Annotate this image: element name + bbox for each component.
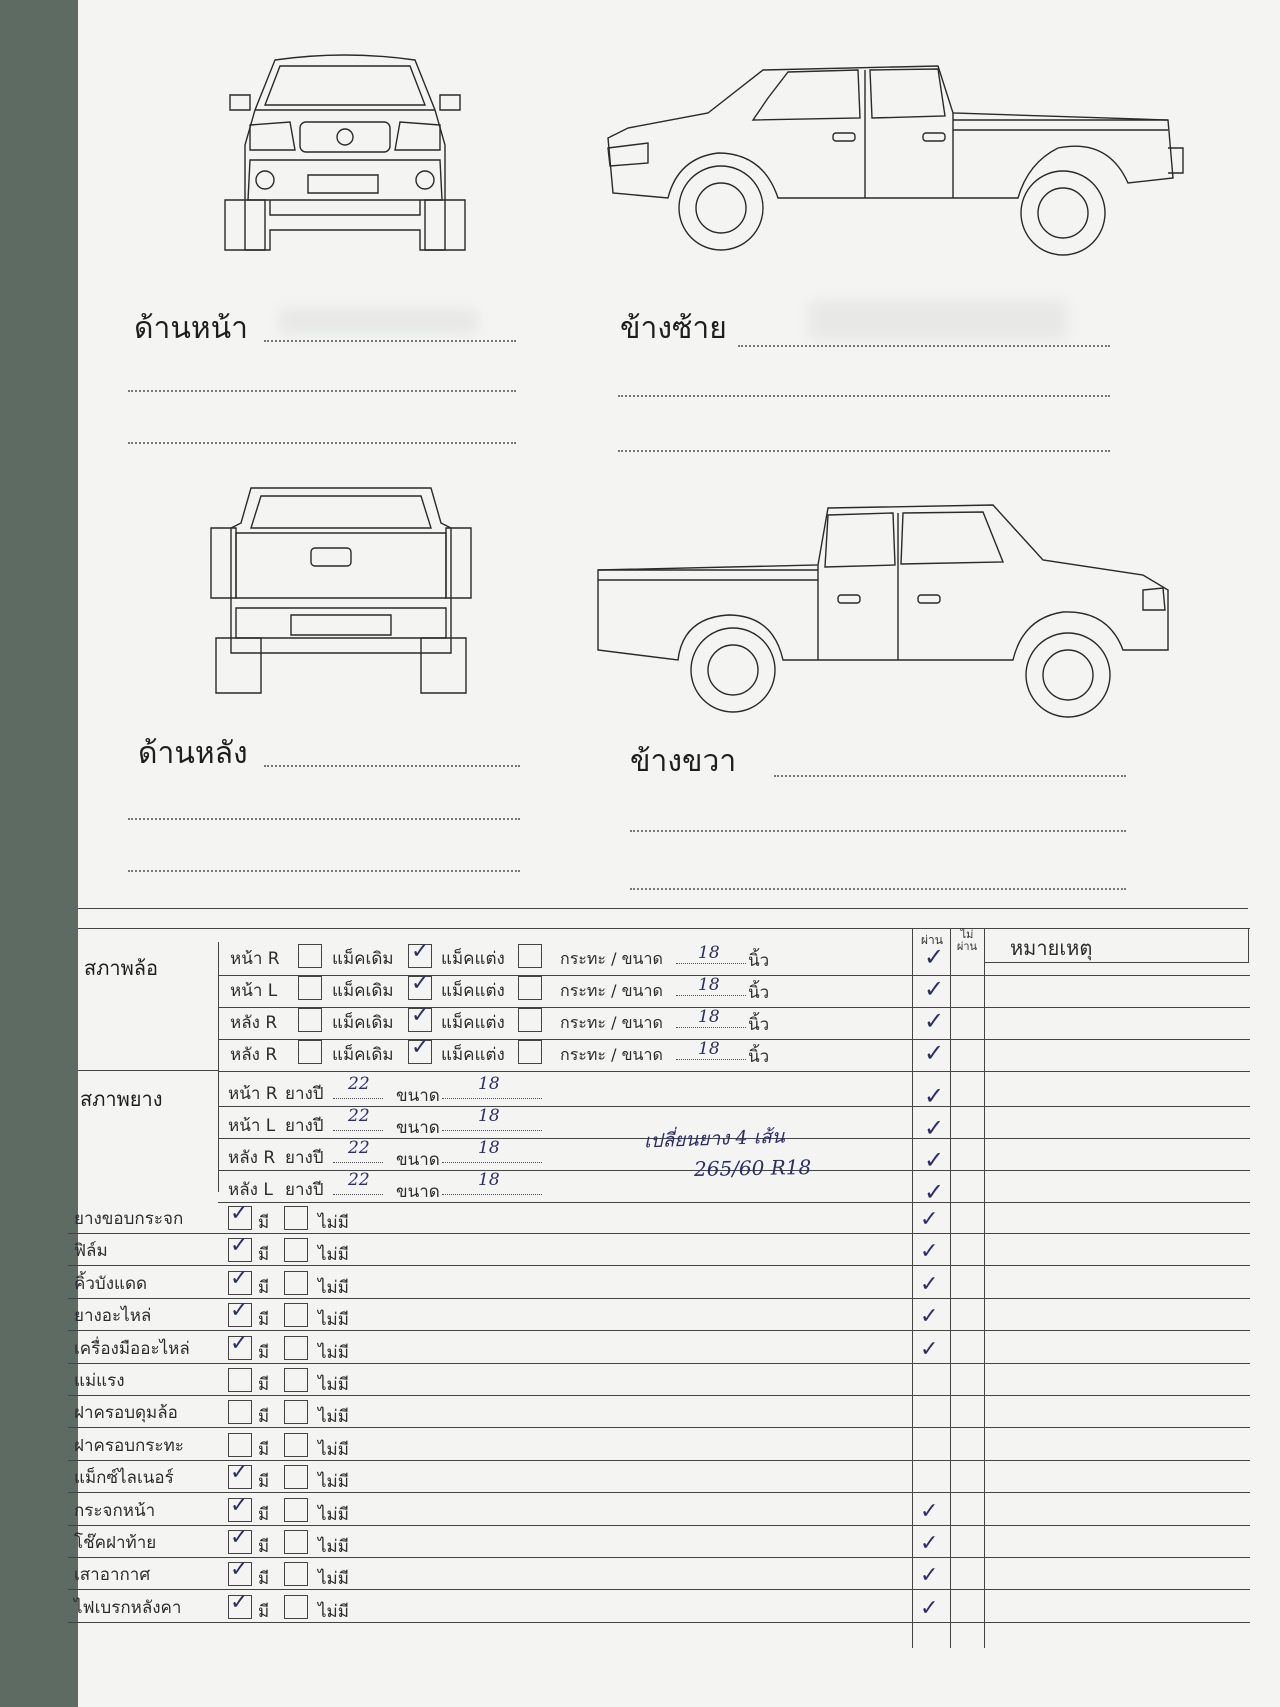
row-line	[68, 1363, 1250, 1364]
tire-year-label: ยางปี	[285, 1148, 324, 1168]
left-note-line-2	[618, 395, 1110, 397]
mag-custom-checkbox[interactable]	[518, 1040, 542, 1064]
truck-front-drawing	[220, 50, 470, 280]
checklist-item-label: โช๊คฝาท้าย	[74, 1533, 157, 1553]
none-checkbox[interactable]	[284, 1400, 308, 1424]
rear-note-line-2	[128, 818, 520, 820]
none-checkbox[interactable]	[284, 1465, 308, 1489]
rim-size-value: 18	[698, 975, 720, 995]
none-label: ไม่มี	[318, 1407, 349, 1428]
pass-header: ผ่าน	[921, 933, 943, 947]
tire-year-label: ยางปี	[285, 1180, 324, 1200]
has-label: มี	[258, 1407, 270, 1428]
none-checkbox[interactable]	[284, 1368, 308, 1392]
pass-check-mark: ✓	[920, 1239, 939, 1265]
inch-label: นิ้ว	[748, 1047, 770, 1067]
pass-column-left	[912, 928, 913, 1648]
rim-size-value: 18	[698, 943, 720, 963]
has-check-mark: ✓	[230, 1265, 249, 1291]
truck-left-side-drawing	[588, 58, 1208, 258]
none-checkbox[interactable]	[284, 1595, 308, 1619]
none-checkbox[interactable]	[284, 1271, 308, 1295]
mag-oem-label: แม็คเดิม	[332, 981, 394, 1001]
rim-size-label: กระทะ / ขนาด	[560, 1013, 663, 1032]
checklist-item-label: ฝาครอบกระทะ	[74, 1435, 184, 1456]
none-label: ไม่มี	[318, 1310, 349, 1331]
none-checkbox[interactable]	[284, 1498, 308, 1522]
checklist-item-label: คิ้วบังแดด	[74, 1273, 148, 1294]
mag-custom-label: แม็คแต่ง	[441, 981, 505, 1001]
checklist-item-label: เครื่องมืออะไหล่	[74, 1338, 190, 1359]
pass-check-mark: ✓	[920, 1271, 939, 1297]
has-check-mark: ✓	[230, 1201, 249, 1226]
wheel-row-position: หน้า L	[230, 981, 278, 1001]
pass-check-mark: ✓	[924, 975, 945, 1003]
tire-size-label: ขนาด	[396, 1182, 440, 1202]
fail-header: ไม่ผ่าน	[956, 928, 978, 953]
pass-check-mark: ✓	[920, 1563, 939, 1589]
rim-size-label: กระทะ / ขนาด	[560, 981, 663, 1000]
row-line	[68, 1427, 1250, 1428]
redacted-note	[808, 300, 1068, 340]
row-line	[68, 1622, 1250, 1623]
checklist-item-label: กระจกหน้า	[74, 1500, 156, 1521]
has-label: มี	[258, 1277, 270, 1298]
has-check-mark: ✓	[230, 1589, 249, 1615]
has-label: มี	[258, 1375, 270, 1395]
tire-year-value: 22	[348, 1170, 370, 1190]
has-label: มี	[258, 1601, 270, 1622]
mag-oem-check-mark: ✓	[411, 971, 430, 996]
pass-check-mark: ✓	[920, 1207, 939, 1232]
inch-label: นิ้ว	[748, 1015, 770, 1035]
tire-year-label: ยางปี	[285, 1116, 324, 1136]
tire-year-blank	[333, 1194, 383, 1195]
pass-check-mark: ✓	[920, 1304, 939, 1330]
has-check-mark: ✓	[230, 1233, 249, 1259]
tire-year-blank	[333, 1098, 383, 1099]
checklist-item-label: ไฟเบรกหลังคา	[74, 1597, 182, 1618]
pass-check-mark: ✓	[924, 1146, 945, 1174]
wheel-row-position: หน้า R	[230, 949, 280, 969]
wheel-section-title: สภาพล้อ	[84, 956, 159, 980]
wheel-row-position: หลัง R	[230, 1013, 278, 1033]
rim-size-label: กระทะ / ขนาด	[560, 949, 663, 968]
pass-check-mark: ✓	[924, 943, 945, 971]
none-label: ไม่มี	[318, 1569, 349, 1590]
has-label: มี	[258, 1439, 270, 1460]
none-checkbox[interactable]	[284, 1303, 308, 1327]
wheel-position-checkbox[interactable]	[298, 1040, 322, 1064]
none-checkbox[interactable]	[284, 1433, 308, 1457]
has-checkbox[interactable]	[228, 1368, 252, 1392]
mag-custom-label: แม็คแต่ง	[441, 1045, 505, 1065]
tire-row-position: หลัง L	[228, 1180, 273, 1200]
tire-size-blank	[442, 1162, 542, 1163]
none-label: ไม่มี	[318, 1245, 349, 1266]
rear-view-label: ด้านหลัง	[138, 736, 248, 771]
mag-oem-check-mark: ✓	[411, 939, 430, 964]
front-note-line-2	[128, 390, 516, 392]
checklist-item-label: แม่แรง	[74, 1371, 125, 1391]
rim-size-label: กระทะ / ขนาด	[560, 1045, 663, 1064]
left-note-line-1	[738, 345, 1110, 347]
mag-custom-checkbox[interactable]	[518, 976, 542, 1000]
rim-size-blank	[676, 1027, 746, 1028]
mag-oem-check-mark: ✓	[411, 1035, 430, 1060]
wheel-section-divider	[78, 1070, 218, 1071]
mag-oem-label: แม็คเดิม	[332, 1013, 394, 1033]
none-checkbox[interactable]	[284, 1530, 308, 1554]
front-note-line-3	[128, 442, 516, 444]
pass-check-mark: ✓	[924, 1178, 945, 1206]
pass-check-mark: ✓	[924, 1007, 945, 1035]
left-note-line-3	[618, 450, 1110, 452]
truck-right-side-drawing	[583, 500, 1203, 720]
truck-rear-drawing	[206, 478, 476, 708]
pass-check-mark: ✓	[924, 1082, 945, 1110]
tire-change-note: เปลี่ยนยาง 4 เส้น	[643, 1125, 785, 1153]
tire-row-position: หน้า L	[228, 1116, 276, 1136]
remarks-header: หมายเหตุ	[1010, 936, 1093, 960]
checklist-item-label: ยางขอบกระจก	[74, 1209, 184, 1229]
tire-size-value: 18	[478, 1106, 500, 1126]
rim-size-blank	[676, 995, 746, 996]
tire-size-label: ขนาด	[396, 1086, 440, 1106]
checklist-item-label: ฝาครอบดุมล้อ	[74, 1403, 178, 1424]
tire-year-blank	[333, 1162, 383, 1163]
wheel-position-checkbox[interactable]	[298, 1008, 322, 1032]
tire-year-value: 22	[348, 1106, 370, 1126]
left-view-label: ข้างซ้าย	[620, 311, 727, 346]
checklist-item-label: เสาอากาศ	[74, 1565, 151, 1586]
row-line	[218, 1071, 1250, 1072]
mag-custom-checkbox[interactable]	[518, 944, 542, 968]
tire-size-label: ขนาด	[396, 1150, 440, 1170]
pass-column-right	[950, 928, 951, 1648]
rim-size-value: 18	[698, 1007, 720, 1027]
tire-year-blank	[333, 1130, 383, 1131]
mag-custom-label: แม็คแต่ง	[441, 949, 505, 969]
tire-size-blank	[442, 1130, 542, 1131]
has-label: มี	[258, 1504, 270, 1525]
rim-size-blank	[676, 963, 746, 964]
tire-size-label: ขนาด	[396, 1118, 440, 1138]
pass-check-mark: ✓	[924, 1039, 945, 1067]
none-label: ไม่มี	[318, 1342, 349, 1363]
pass-check-mark: ✓	[924, 1114, 945, 1142]
has-checkbox[interactable]	[228, 1400, 252, 1424]
right-note-line-2	[630, 830, 1126, 832]
tire-section-title: สภาพยาง	[80, 1087, 163, 1111]
inch-label: นิ้ว	[748, 951, 770, 971]
pass-check-mark: ✓	[920, 1531, 939, 1556]
tire-size-value: 18	[478, 1074, 500, 1094]
fail-column-right	[984, 928, 985, 1648]
rear-note-line-1	[264, 765, 520, 767]
wheel-row-position: หลัง R	[230, 1045, 278, 1065]
has-check-mark: ✓	[230, 1298, 249, 1324]
row-line	[68, 1395, 1250, 1396]
none-checkbox[interactable]	[284, 1336, 308, 1360]
has-check-mark: ✓	[230, 1492, 249, 1518]
none-label: ไม่มี	[318, 1213, 349, 1233]
none-checkbox[interactable]	[284, 1562, 308, 1586]
tire-size-blank	[442, 1098, 542, 1099]
right-note-line-3	[630, 888, 1126, 890]
row-line	[218, 1106, 1250, 1107]
pass-check-mark: ✓	[920, 1498, 939, 1524]
has-check-mark: ✓	[230, 1525, 249, 1550]
table-top-border	[78, 928, 1250, 929]
inch-label: นิ้ว	[748, 983, 770, 1003]
section-divider	[78, 908, 1248, 909]
none-label: ไม่มี	[318, 1504, 349, 1525]
has-check-mark: ✓	[230, 1557, 249, 1583]
has-label: มี	[258, 1569, 270, 1590]
mag-oem-label: แม็คเดิม	[332, 1045, 394, 1065]
tire-size-value: 18	[478, 1138, 500, 1158]
mag-oem-label: แม็คเดิม	[332, 949, 394, 969]
checklist-item-label: แม็กซ์ไลเนอร์	[74, 1468, 174, 1489]
rear-note-line-3	[128, 870, 520, 872]
has-checkbox[interactable]	[228, 1433, 252, 1457]
tire-row-position: หน้า R	[228, 1084, 278, 1104]
wheel-position-checkbox[interactable]	[298, 976, 322, 1000]
tire-year-value: 22	[348, 1138, 370, 1158]
pass-check-mark: ✓	[920, 1336, 939, 1362]
redacted-note	[278, 308, 478, 334]
none-label: ไม่มี	[318, 1601, 349, 1622]
none-label: ไม่มี	[318, 1375, 349, 1395]
table-right-border	[1248, 928, 1249, 963]
header-bottom-line	[984, 962, 1248, 963]
label-column-divider	[218, 942, 219, 1192]
front-note-line-1	[264, 340, 516, 342]
inspection-sheet	[74, 0, 1280, 1707]
rim-size-value: 18	[698, 1039, 720, 1059]
none-label: ไม่มี	[318, 1537, 349, 1557]
none-checkbox[interactable]	[284, 1206, 308, 1230]
right-view-label: ข้างขวา	[630, 744, 737, 779]
tire-year-label: ยางปี	[285, 1084, 324, 1104]
row-line	[218, 975, 1250, 976]
tire-size-value: 18	[478, 1170, 500, 1190]
has-label: มี	[258, 1310, 270, 1331]
pass-check-mark: ✓	[920, 1595, 939, 1621]
none-label: ไม่มี	[318, 1277, 349, 1298]
tire-row-position: หลัง R	[228, 1148, 276, 1168]
tire-size-note: 265/60 R18	[693, 1154, 812, 1182]
rim-size-blank	[676, 1059, 746, 1060]
has-label: มี	[258, 1245, 270, 1266]
row-line	[218, 1039, 1250, 1040]
right-note-line-1	[774, 775, 1126, 777]
row-line	[218, 1007, 1250, 1008]
has-label: มี	[258, 1537, 270, 1557]
tire-year-value: 22	[348, 1074, 370, 1094]
mag-custom-checkbox[interactable]	[518, 1008, 542, 1032]
front-view-label: ด้านหน้า	[134, 311, 248, 346]
checklist-item-label: ฟิล์ม	[74, 1241, 108, 1262]
mag-oem-check-mark: ✓	[411, 1003, 430, 1028]
tire-size-blank	[442, 1194, 542, 1195]
has-label: มี	[258, 1213, 270, 1233]
mag-custom-label: แม็คแต่ง	[441, 1013, 505, 1033]
has-check-mark: ✓	[230, 1330, 249, 1356]
row-line	[218, 1202, 1250, 1203]
none-label: ไม่มี	[318, 1439, 349, 1460]
none-label: ไม่มี	[318, 1472, 349, 1493]
wheel-position-checkbox[interactable]	[298, 944, 322, 968]
has-label: มี	[258, 1472, 270, 1493]
checklist-item-label: ยางอะไหล่	[74, 1306, 152, 1327]
has-label: มี	[258, 1342, 270, 1363]
has-check-mark: ✓	[230, 1460, 249, 1486]
none-checkbox[interactable]	[284, 1238, 308, 1262]
